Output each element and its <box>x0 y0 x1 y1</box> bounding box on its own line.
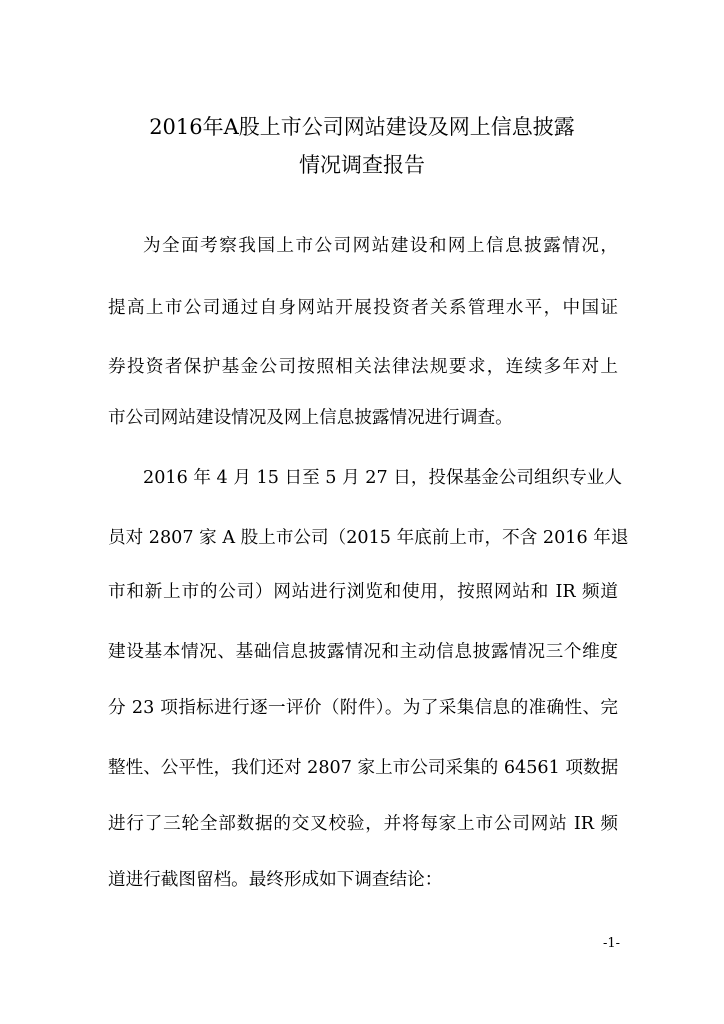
paragraph-2-line-8: 道进行截图留档。最终形成如下调查结论： <box>108 870 443 890</box>
paragraph-2-line-5: 分 23 项指标进行逐一评价（附件）。为了采集信息的准确性、完 <box>108 698 618 718</box>
document-title-line-2: 情况调查报告 <box>299 153 425 177</box>
paragraph-1-line-4: 市公司网站建设情况及网上信息披露情况进行调查。 <box>108 408 513 428</box>
paragraph-2-line-2: 员对 2807 家 A 股上市公司（2015 年底前上市，不含 2016 年退 <box>108 528 629 548</box>
document-title-line-1: 2016年A股上市公司网站建设及网上信息披露 <box>149 115 575 139</box>
paragraph-2-line-3: 市和新上市的公司）网站进行浏览和使用，按照网站和 IR 频道 <box>108 582 618 602</box>
paragraph-2-line-1: 2016 年 4 月 15 日至 5 月 27 日，投保基金公司组织专业人 <box>143 468 622 488</box>
paragraph-1-line-2: 提高上市公司通过自身网站开展投资者关系管理水平，中国证 <box>108 298 618 318</box>
paragraph-1-line-3: 券投资者保护基金公司按照相关法律法规要求，连续多年对上 <box>108 357 618 377</box>
paragraph-1-line-1: 为全面考察我国上市公司网站建设和网上信息披露情况， <box>143 236 618 256</box>
paragraph-2-line-6: 整性、公平性，我们还对 2807 家上市公司采集的 64561 项数据 <box>108 758 619 778</box>
page-number: -1- <box>602 936 620 951</box>
paragraph-2-line-4: 建设基本情况、基础信息披露情况和主动信息披露情况三个维度 <box>108 642 618 662</box>
paragraph-2-line-7: 进行了三轮全部数据的交叉校验，并将每家上市公司网站 IR 频 <box>108 814 618 834</box>
